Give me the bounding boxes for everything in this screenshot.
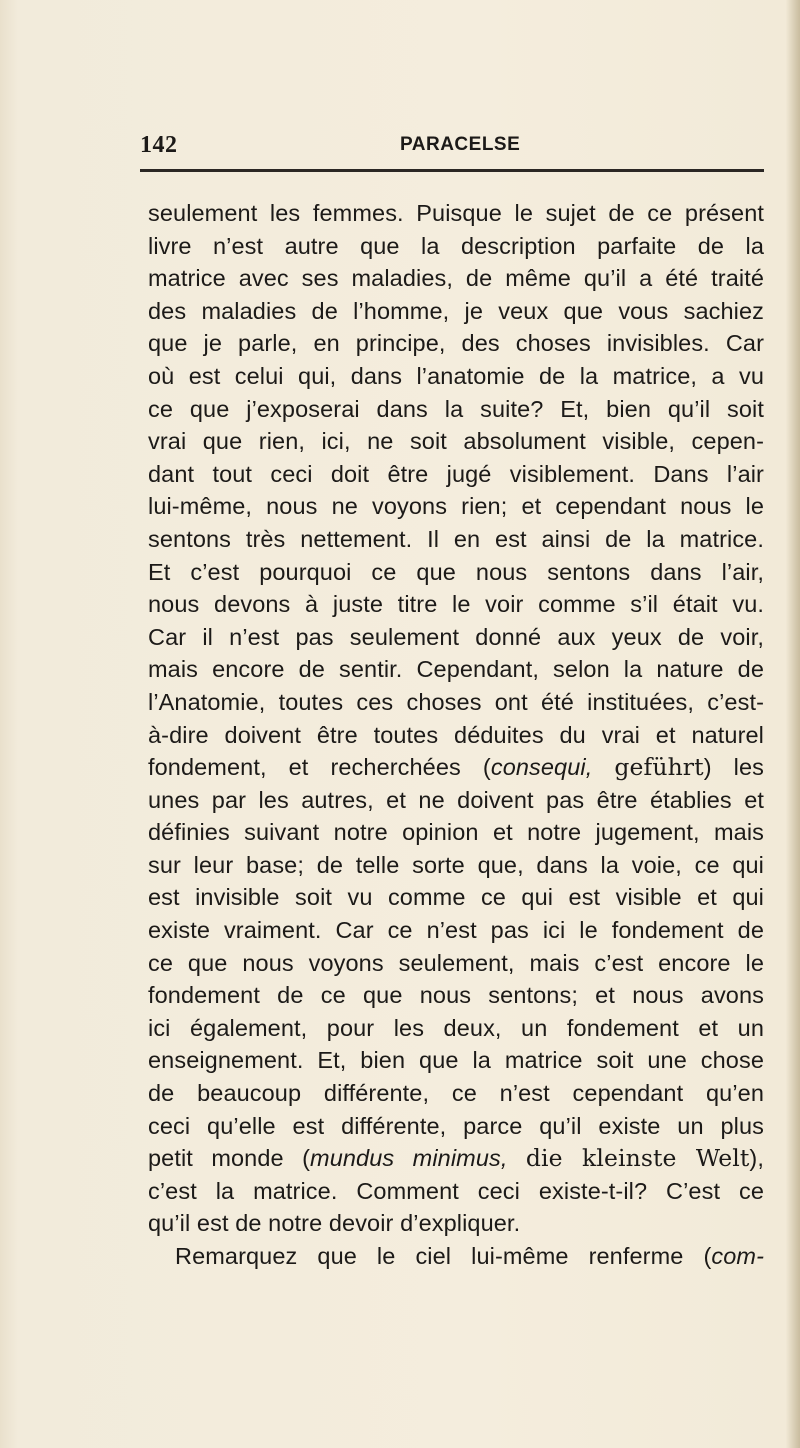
text-line-mixed: [148, 1240, 764, 1273]
text-line: de beaucoup différente, ce n’est cependant qu’en: [148, 1080, 764, 1107]
text-line: est invisible soit vu comme ce qui est visible et qui: [148, 884, 764, 911]
text-line: des maladies de l’homme, je veux que vous sachiez: [148, 297, 764, 324]
text-line: enseignement. Et, bien que la matrice soit une chose: [148, 1047, 764, 1074]
text-line: ici également, pour les deux, un fondement et un: [148, 1014, 764, 1041]
text-line: existe vraiment. Car ce n’est pas ici le fondement de: [148, 917, 764, 944]
body-text: [148, 197, 764, 1273]
text-line-mixed: [148, 751, 764, 784]
page-number: 142: [140, 132, 178, 158]
text-segment: fondement, et recherchées (: [148, 754, 491, 781]
text-line: fondement de ce que nous sentons; et nous avons: [148, 982, 764, 1009]
text-line: ceci qu’elle est différente, parce qu’il existe un plus: [148, 1112, 764, 1139]
text-line: sentons très nettement. Il en est ainsi de la matrice.: [148, 525, 764, 552]
text-line: définies suivant notre opinion et notre jugement, mais: [148, 819, 764, 846]
latin-term: mundus minimus,: [310, 1145, 508, 1172]
text-segment: ) les: [703, 754, 764, 781]
text-line: matrice avec ses maladies, de même qu’il a été traité: [148, 265, 764, 292]
text-line: sur leur base; de telle sorte que, dans la voie, ce qui: [148, 851, 764, 878]
text-line: livre n’est autre que la description parfaite de la: [148, 232, 764, 259]
text-line: où est celui qui, dans l’anatomie de la matrice, a vu: [148, 362, 764, 389]
text-line: unes par les autres, et ne doivent pas être établies et: [148, 786, 764, 813]
text-segment: petit monde (: [148, 1145, 311, 1172]
text-segment: ),: [749, 1145, 764, 1172]
text-line: ce que nous voyons seulement, mais c’est encore le: [148, 949, 764, 976]
text-segment: Remarquez que le ciel lui-même renferme (: [175, 1243, 712, 1269]
text-line: lui-même, nous ne voyons rien; et cependant nous le: [148, 493, 764, 520]
latin-term: com-: [711, 1243, 764, 1269]
text-line: seulement les femmes. Puisque le sujet de ce présent: [148, 200, 764, 226]
text-line: Car il n’est pas seulement donné aux yeux de voir,: [148, 623, 764, 650]
german-term: geführt: [614, 753, 704, 782]
header-rule: [140, 169, 764, 172]
text-line: ce que j’exposerai dans la suite? Et, bien qu’il soit: [148, 395, 764, 422]
running-title: PARACELSE: [400, 134, 521, 155]
page-header: [140, 132, 764, 162]
text-line: à-dire doivent être toutes déduites du vrai et naturel: [148, 721, 764, 748]
text-line: nous devons à juste titre le voir comme s’il était vu.: [148, 591, 764, 618]
german-term: die kleinste Welt: [525, 1144, 750, 1173]
text-line-mixed: [148, 1142, 764, 1175]
paragraph-end-line: qu’il est de notre devoir d’expliquer.: [148, 1210, 521, 1237]
text-line: vrai que rien, ici, ne soit absolument visible, cepen-: [148, 428, 764, 455]
text-line: c’est la matrice. Comment ceci existe-t-il? C’est ce: [148, 1177, 764, 1204]
text-line: que je parle, en principe, des choses invisibles. Car: [148, 330, 764, 357]
page-edge: [786, 0, 800, 1448]
latin-term: consequi,: [490, 754, 593, 781]
text-line: l’Anatomie, toutes ces choses ont été instituées, c’est-: [148, 688, 764, 715]
text-line: Et c’est pourquoi ce que nous sentons dans l’air,: [148, 558, 764, 585]
text-line: mais encore de sentir. Cependant, selon la nature de: [148, 656, 764, 683]
text-line: dant tout ceci doit être jugé visiblement. Dans l’air: [148, 460, 764, 487]
